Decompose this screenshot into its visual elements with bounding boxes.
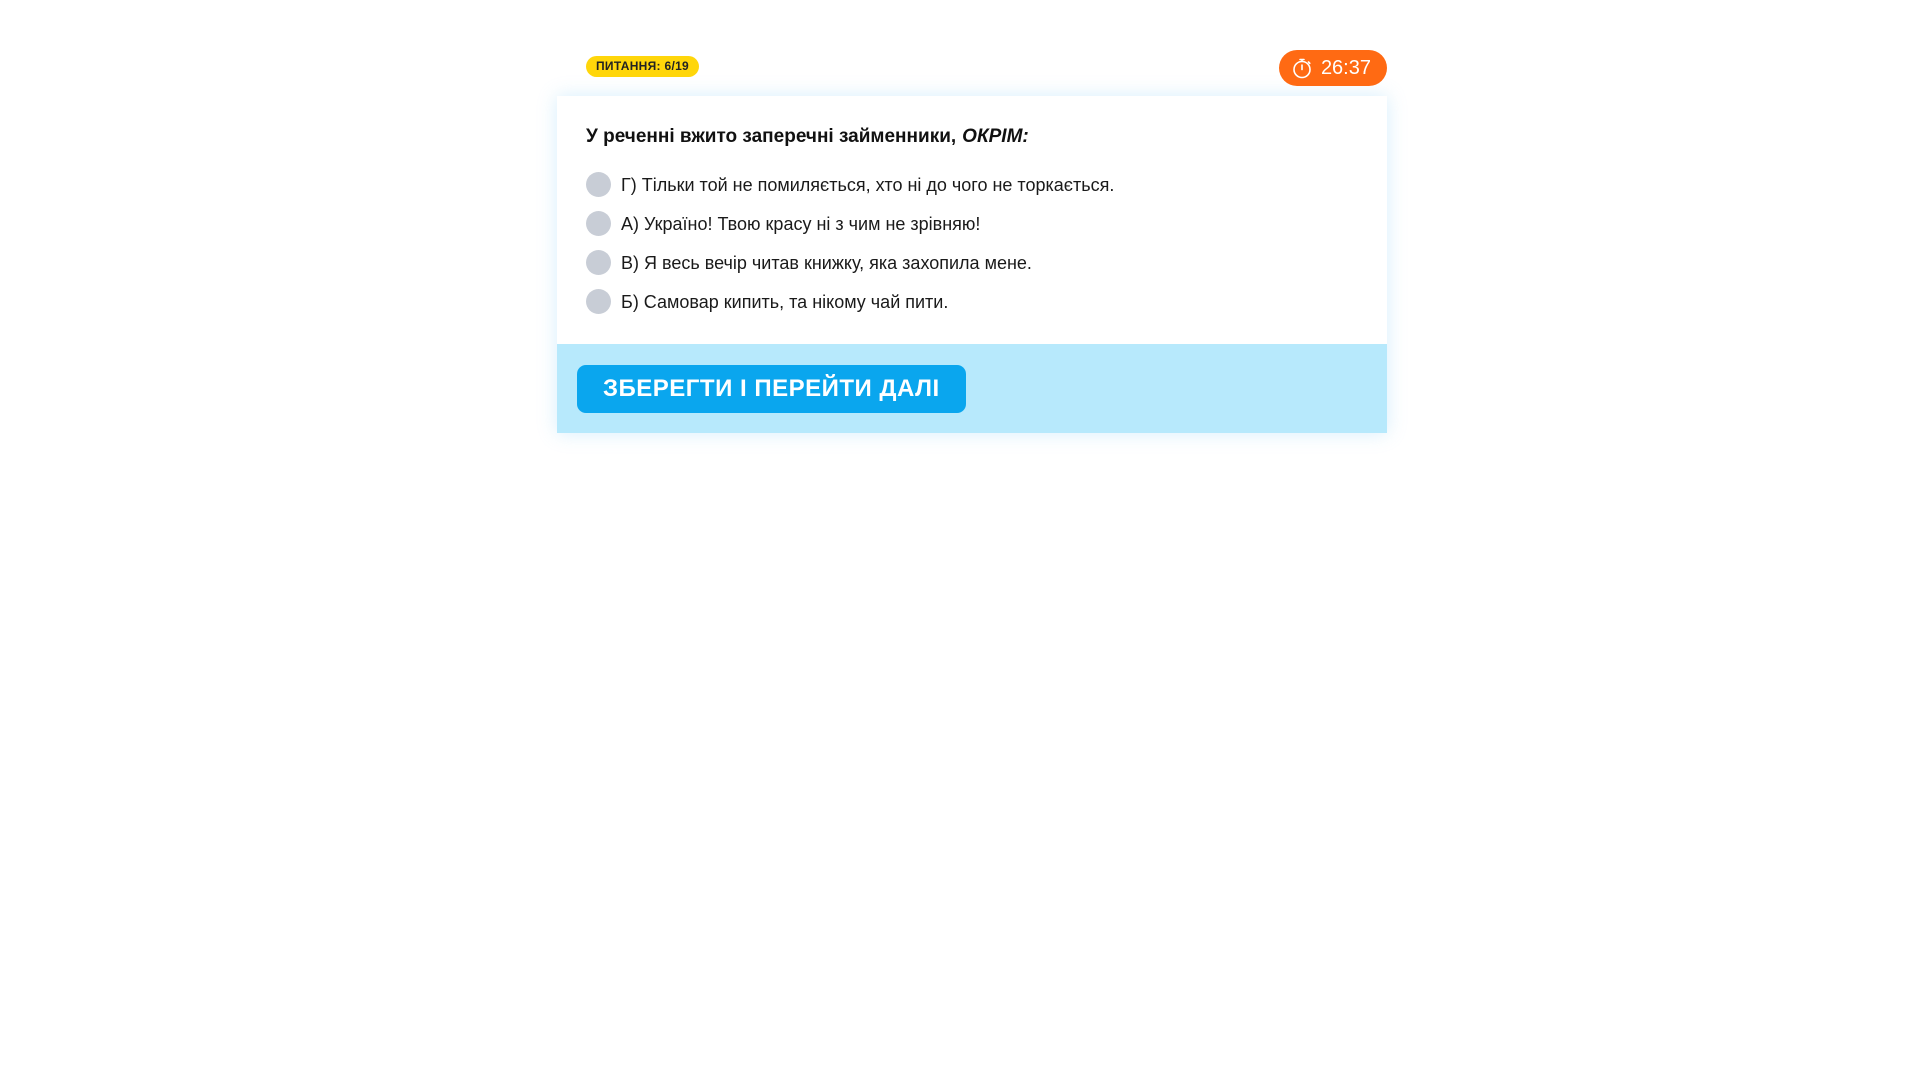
answer-option-label: В) Я весь вечір читав книжку, яка захопила мене. <box>621 253 1032 273</box>
answer-option[interactable] <box>586 166 1358 205</box>
save-and-next-button[interactable]: ЗБЕРЕГТИ І ПЕРЕЙТИ ДАЛІ <box>577 365 966 413</box>
answer-option[interactable] <box>586 244 1358 283</box>
timer <box>1279 50 1387 86</box>
radio-button[interactable] <box>586 250 611 275</box>
question-text <box>586 126 1358 148</box>
answer-option-label: Б) Самовар кипить, та нікому чай пити. <box>621 292 949 312</box>
answer-option-label: Г) Тільки той не помиляється, хто ні до чого не торкається. <box>621 175 1115 195</box>
radio-button[interactable] <box>586 211 611 236</box>
stopwatch-icon <box>1291 57 1313 79</box>
radio-button[interactable] <box>586 289 611 314</box>
question-counter-badge: ПИТАННЯ: 6/19 <box>586 56 699 77</box>
question-card-footer <box>557 344 1387 433</box>
answer-option[interactable] <box>586 283 1358 322</box>
question-card-body <box>557 96 1387 344</box>
answer-option-label: А) Україно! Твою красу ні з чим не зрівняю! <box>621 214 981 234</box>
question-emphasis: ОКРІМ: <box>962 126 1029 147</box>
question-card <box>557 96 1387 433</box>
radio-button[interactable] <box>586 172 611 197</box>
quiz-topbar <box>557 50 1387 96</box>
question-main-text: У реченні вжито заперечні займенники, <box>586 126 957 147</box>
answer-options <box>586 166 1358 322</box>
answer-option[interactable] <box>586 205 1358 244</box>
quiz-container <box>557 50 1387 433</box>
timer-value: 26:37 <box>1320 56 1371 79</box>
